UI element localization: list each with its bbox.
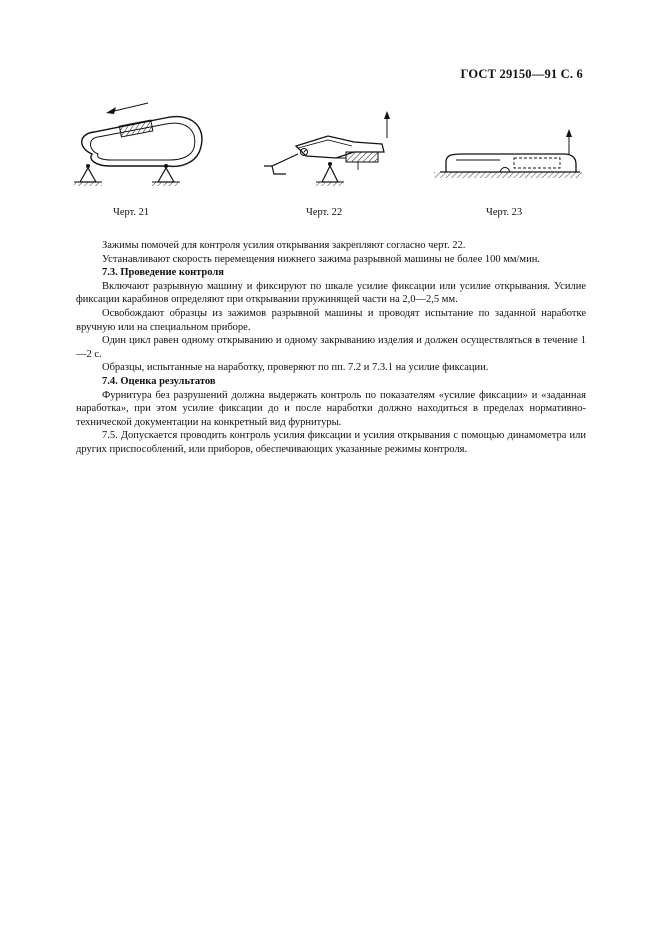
paragraph: 7.5. Допускается проводить контроль усилия фиксации и усилия открывания с помощью динамометра или других приспособлений, или приборов, обеспечивающих указанные режимы контроля. (76, 430, 586, 455)
paragraph: Образцы, испытанные на наработку, проверяют по пп. 7.2 и 7.3.1 на усилие фиксации. (102, 362, 489, 374)
paragraph: Фурнитура без разрушений должна выдержать контроль по показателям «усилие фиксации» и «заданная наработка», при этом усилие фиксации до и после наработки должно находиться в пределах нормативно-технической документации на конкретный вид фурнитуры. (76, 389, 586, 428)
paragraph: Устанавливают скорость перемещения нижнего зажима разрывной машины не более 100 мм/мин. (102, 253, 540, 265)
section-heading-7-3: 7.3. Проведение контроля (102, 267, 224, 279)
paragraph: Зажимы помочей для контроля усилия открывания закрепляют согласно черт. 22. (102, 240, 466, 251)
figure-23-caption: Черт. 23 (486, 207, 523, 218)
document-body (76, 239, 586, 457)
paragraph: Включают разрывную машину и фиксируют по шкале усилие фиксации или усилие открывания. Усилие фиксации карабинов определяют при открывании пружинящей части на 2,0—2,5 мм. (76, 280, 586, 306)
plate-diagram (428, 122, 588, 184)
clamp-diagram (258, 108, 398, 190)
paragraph: Освобождают образцы из зажимов разрывной машины и проводят испытание по заданной наработке вручную или на специальном приборе. (76, 307, 586, 333)
carabiner-diagram (70, 98, 210, 190)
figure-21 (70, 98, 210, 190)
figure-23 (428, 122, 588, 184)
figure-22-caption: Черт. 22 (306, 207, 343, 218)
paragraph: Один цикл равен одному открыванию и одному закрыванию изделия и должен осуществляться в течение 1—2 с. (76, 335, 586, 360)
figure-21-caption: Черт. 21 (113, 207, 150, 218)
figure-22 (258, 108, 398, 190)
section-heading-7-4: 7.4. Оценка результатов (102, 375, 216, 387)
page-header: ГОСТ 29150—91 С. 6 (460, 67, 583, 81)
